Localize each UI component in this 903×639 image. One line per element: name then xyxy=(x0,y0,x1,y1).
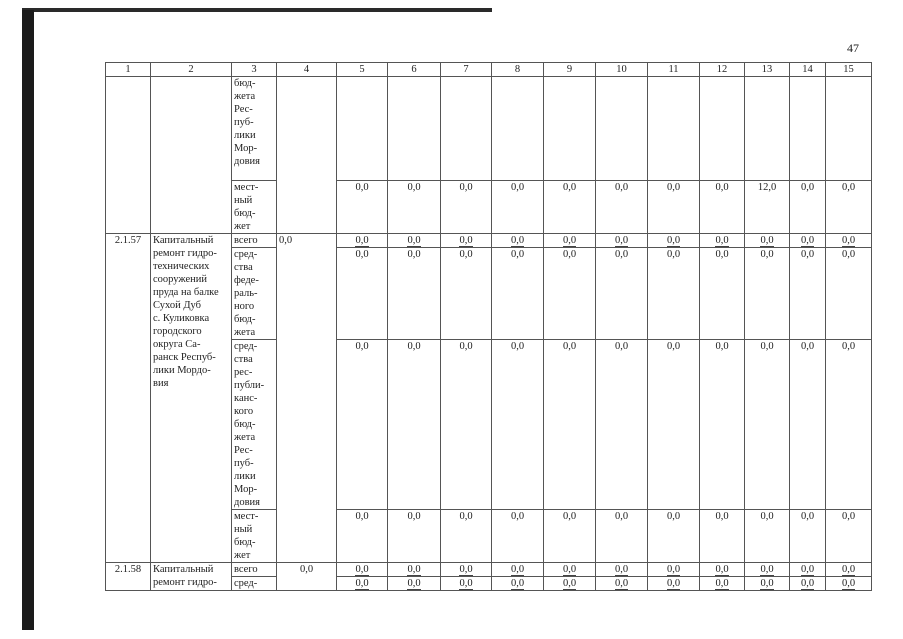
value-text: 0,0 xyxy=(510,341,525,352)
value-cell xyxy=(544,563,596,577)
value-text: 0,0 xyxy=(715,182,729,193)
empty-cell xyxy=(596,77,648,181)
row-number: 2.1.57 xyxy=(106,234,151,563)
value-text: 0,0 xyxy=(800,341,815,352)
value-text: 12,0 xyxy=(757,182,777,193)
value-cell xyxy=(337,510,388,563)
column-header: 15 xyxy=(826,63,872,77)
value-cell xyxy=(648,248,700,340)
value-cell xyxy=(492,563,544,577)
value-cell xyxy=(826,340,872,510)
row-name: Капитальный ремонт гидро- технических сооружений пруда на балке Сухой Дуб с. Куликовка городского округа Са- ранск Респуб- лики Мордо- вия xyxy=(151,234,232,563)
value-cell xyxy=(337,563,388,577)
local-label: мест- ный бюд- жет xyxy=(232,510,277,563)
value-cell xyxy=(596,340,648,510)
value-cell xyxy=(790,234,826,248)
value-cell xyxy=(826,577,872,591)
value-cell xyxy=(492,248,544,340)
value-text: 0,0 xyxy=(562,182,577,193)
value-text: 0,0 xyxy=(407,511,421,522)
value-text: 0,0 xyxy=(407,249,421,260)
value-cell xyxy=(337,340,388,510)
carry-local-label: мест- ный бюд- жет xyxy=(232,181,277,234)
value-text: 0,0 xyxy=(459,578,473,589)
value-cell xyxy=(388,340,441,510)
value-cell xyxy=(596,181,648,234)
value-text: 0,0 xyxy=(355,249,369,260)
empty-cell xyxy=(700,77,745,181)
value-cell xyxy=(745,510,790,563)
carry-empty-num xyxy=(106,77,151,234)
empty-cell xyxy=(388,77,441,181)
scan-shadow-top xyxy=(22,8,492,12)
value-text: 0,0 xyxy=(355,511,369,522)
value-cell xyxy=(596,563,648,577)
value-cell xyxy=(388,248,441,340)
value-cell xyxy=(745,248,790,340)
value-text: 0,0 xyxy=(715,511,729,522)
value-text: 0,0 xyxy=(459,564,473,575)
column-header: 9 xyxy=(544,63,596,77)
value-cell xyxy=(544,248,596,340)
value-text: 0,0 xyxy=(800,578,815,589)
value-text: 0,0 xyxy=(760,249,774,260)
value-cell xyxy=(337,577,388,591)
carry-empty-col4 xyxy=(277,77,337,234)
value-text: 0,0 xyxy=(562,341,577,352)
value-text: 0,0 xyxy=(355,341,369,352)
value-text: 0,0 xyxy=(614,182,629,193)
value-text: 0,0 xyxy=(510,235,525,246)
column-header: 6 xyxy=(388,63,441,77)
value-text: 0,0 xyxy=(614,564,629,575)
value-cell xyxy=(700,248,745,340)
value-cell xyxy=(388,234,441,248)
column-header: 8 xyxy=(492,63,544,77)
value-cell xyxy=(441,248,492,340)
value-text: 0,0 xyxy=(841,341,856,352)
header-row xyxy=(106,63,872,77)
republic-label: сред- ства рес- публи- канс- кого бюд- жета Рес- пуб- лики Мор- довия xyxy=(232,340,277,510)
value-text: 0,0 xyxy=(614,341,629,352)
value-text: 0,0 xyxy=(666,341,681,352)
value-text: 0,0 xyxy=(666,235,681,246)
value-cell xyxy=(745,181,790,234)
column-header: 7 xyxy=(441,63,492,77)
value-text: 0,0 xyxy=(459,511,473,522)
value-text: 0,0 xyxy=(800,182,815,193)
column-header: 10 xyxy=(596,63,648,77)
value-cell xyxy=(700,340,745,510)
value-text: 0,0 xyxy=(614,578,629,589)
value-cell xyxy=(648,563,700,577)
value-cell xyxy=(826,248,872,340)
page-number: 47 xyxy=(847,41,859,55)
value-cell xyxy=(700,577,745,591)
value-text: 0,0 xyxy=(715,341,729,352)
value-text: 0,0 xyxy=(614,235,629,246)
value-cell xyxy=(745,563,790,577)
value-text: 0,0 xyxy=(562,235,577,246)
value-cell xyxy=(441,340,492,510)
value-text: 0,0 xyxy=(562,578,577,589)
value-cell xyxy=(441,510,492,563)
value-cell xyxy=(826,510,872,563)
value-text: 0,0 xyxy=(800,249,815,260)
value-text: 0,0 xyxy=(841,235,856,246)
column-header: 11 xyxy=(648,63,700,77)
value-cell xyxy=(826,563,872,577)
value-cell xyxy=(648,340,700,510)
value-cell xyxy=(648,234,700,248)
value-text: 0,0 xyxy=(715,249,729,260)
value-cell xyxy=(337,248,388,340)
value-cell xyxy=(745,234,790,248)
column-header: 12 xyxy=(700,63,745,77)
empty-cell xyxy=(492,77,544,181)
value-cell xyxy=(596,510,648,563)
value-cell xyxy=(388,577,441,591)
value-text: 0,0 xyxy=(760,564,774,575)
row-2158-total xyxy=(106,563,872,577)
value-text: 0,0 xyxy=(407,341,421,352)
value-text: 0,0 xyxy=(459,249,473,260)
value-cell xyxy=(388,563,441,577)
column-header: 1 xyxy=(106,63,151,77)
value-text: 0,0 xyxy=(510,182,525,193)
value-cell xyxy=(596,234,648,248)
value-cell xyxy=(700,181,745,234)
value-text: 0,0 xyxy=(800,511,815,522)
value-cell xyxy=(441,577,492,591)
empty-cell xyxy=(790,77,826,181)
value-cell xyxy=(596,248,648,340)
empty-cell xyxy=(745,77,790,181)
value-cell xyxy=(790,340,826,510)
row-name: Капитальный ремонт гидро- xyxy=(151,563,232,591)
value-cell xyxy=(745,577,790,591)
value-text: 0,0 xyxy=(407,564,421,575)
value-cell xyxy=(492,234,544,248)
column-header: 3 xyxy=(232,63,277,77)
total-label: всего xyxy=(232,563,277,577)
value-cell xyxy=(790,563,826,577)
value-text: 0,0 xyxy=(562,249,577,260)
value-cell xyxy=(492,181,544,234)
value-text: 0,0 xyxy=(355,235,369,246)
value-text: 0,0 xyxy=(562,511,577,522)
value-cell xyxy=(388,181,441,234)
value-cell xyxy=(790,577,826,591)
value-text: 0,0 xyxy=(510,249,525,260)
value-cell xyxy=(826,181,872,234)
value-text: 0,0 xyxy=(760,235,774,246)
value-text: 0,0 xyxy=(459,182,473,193)
value-cell xyxy=(544,181,596,234)
funding-label: сред- xyxy=(232,577,277,591)
value-cell xyxy=(790,181,826,234)
value-cell xyxy=(700,563,745,577)
value-text: 0,0 xyxy=(666,511,681,522)
carry-empty-name xyxy=(151,77,232,234)
value-cell xyxy=(596,577,648,591)
value-cell xyxy=(441,234,492,248)
value-text: 0,0 xyxy=(614,249,629,260)
scan-shadow-left xyxy=(22,10,34,630)
empty-cell xyxy=(441,77,492,181)
carry-budget-label: бюд- жета Рес- пуб- лики Мор- довия xyxy=(232,77,277,181)
empty-cell xyxy=(544,77,596,181)
total-col4: 0,0 xyxy=(277,234,337,563)
value-cell xyxy=(648,510,700,563)
value-text: 0,0 xyxy=(510,578,525,589)
column-header: 4 xyxy=(277,63,337,77)
value-text: 0,0 xyxy=(715,578,729,589)
value-cell xyxy=(648,577,700,591)
value-cell xyxy=(790,248,826,340)
value-text: 0,0 xyxy=(407,182,421,193)
empty-cell xyxy=(337,77,388,181)
value-cell xyxy=(700,234,745,248)
value-text: 0,0 xyxy=(562,564,577,575)
row-number: 2.1.58 xyxy=(106,563,151,591)
column-header: 13 xyxy=(745,63,790,77)
value-cell xyxy=(441,181,492,234)
value-text: 0,0 xyxy=(407,235,421,246)
value-text: 0,0 xyxy=(841,564,856,575)
value-cell xyxy=(826,234,872,248)
empty-cell xyxy=(648,77,700,181)
carry-row-republic xyxy=(106,77,872,181)
column-header: 2 xyxy=(151,63,232,77)
value-text: 0,0 xyxy=(510,564,525,575)
value-cell xyxy=(544,577,596,591)
value-text: 0,0 xyxy=(355,182,369,193)
value-text: 0,0 xyxy=(407,578,421,589)
value-text: 0,0 xyxy=(510,511,525,522)
value-text: 0,0 xyxy=(666,564,681,575)
total-label: всего xyxy=(232,234,277,248)
column-header: 14 xyxy=(790,63,826,77)
value-text: 0,0 xyxy=(459,341,473,352)
column-header: 5 xyxy=(337,63,388,77)
value-text: 0,0 xyxy=(841,578,856,589)
value-text: 0,0 xyxy=(715,564,729,575)
value-text: 0,0 xyxy=(715,235,729,246)
value-text: 0,0 xyxy=(800,564,815,575)
value-cell xyxy=(492,577,544,591)
value-cell xyxy=(388,510,441,563)
value-text: 0,0 xyxy=(760,511,774,522)
value-text: 0,0 xyxy=(841,182,856,193)
value-text: 0,0 xyxy=(614,511,629,522)
value-cell xyxy=(544,340,596,510)
value-cell xyxy=(544,510,596,563)
value-text: 0,0 xyxy=(760,341,774,352)
total-col4: 0,0 xyxy=(277,563,337,591)
value-cell xyxy=(492,510,544,563)
value-text: 0,0 xyxy=(760,578,774,589)
value-text: 0,0 xyxy=(666,182,681,193)
value-text: 0,0 xyxy=(355,564,369,575)
empty-cell xyxy=(826,77,872,181)
value-text: 0,0 xyxy=(841,249,856,260)
value-cell xyxy=(337,234,388,248)
value-cell xyxy=(492,340,544,510)
value-cell xyxy=(700,510,745,563)
value-text: 0,0 xyxy=(355,578,369,589)
value-text: 0,0 xyxy=(459,235,473,246)
value-cell xyxy=(745,340,790,510)
value-cell xyxy=(441,563,492,577)
value-cell xyxy=(337,181,388,234)
value-cell xyxy=(544,234,596,248)
value-text: 0,0 xyxy=(666,578,681,589)
value-cell xyxy=(648,181,700,234)
value-text: 0,0 xyxy=(800,235,815,246)
row-2157-total xyxy=(106,234,872,248)
federal-label: сред- ства феде- раль- ного бюд- жета xyxy=(232,248,277,340)
budget-table xyxy=(105,62,872,591)
value-cell xyxy=(790,510,826,563)
value-text: 0,0 xyxy=(666,249,681,260)
value-text: 0,0 xyxy=(841,511,856,522)
